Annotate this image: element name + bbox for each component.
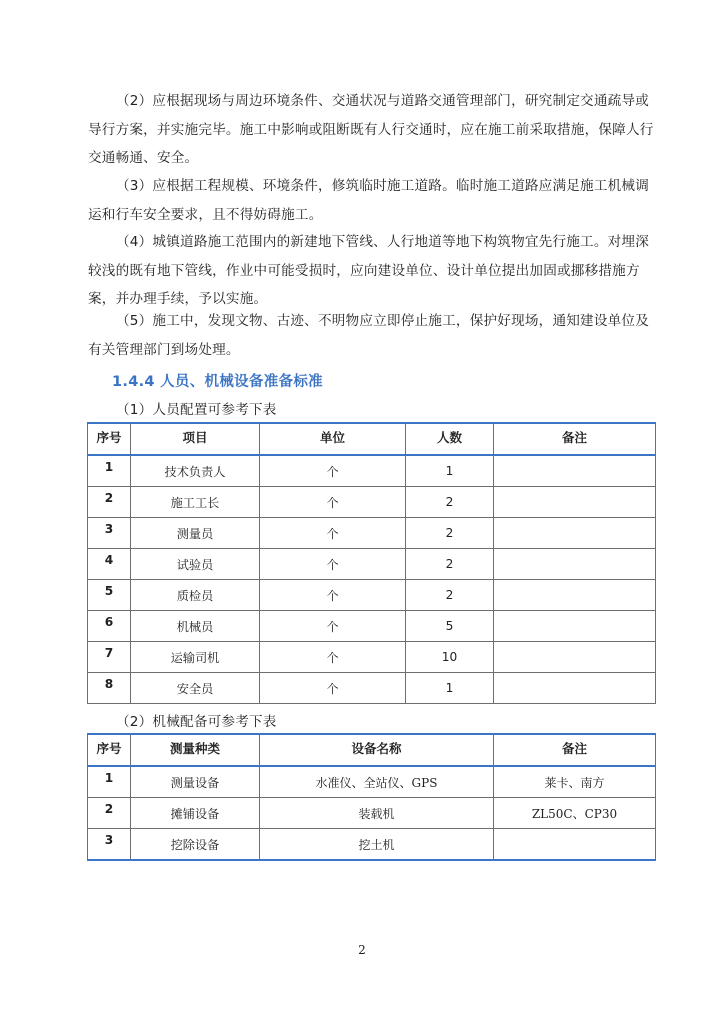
remark-cell [494,518,656,549]
count-cell: 10 [406,642,494,673]
row-number: 6 [88,611,131,642]
paragraph-underground-pipelines: （4）城镇道路施工范围内的新建地下管线、人行地道等地下构筑物宜先行施工。对埋深较浅的既有地下管线，作业中可能受损时，应向建设单位、设计单位提出加固或挪移措施方案，并办理手续，予以实施。 [88,234,650,307]
machinery-table-caption: （2）机械配备可参考下表 [116,714,277,730]
remark-cell [494,549,656,580]
paragraph-temporary-road: （3）应根据工程规模、环境条件，修筑临时施工道路。临时施工道路应满足施工机械调运和行车安全要求，且不得妨碍施工。 [88,178,650,223]
row-number: 5 [88,580,131,611]
equipment-cell: 装载机 [260,798,494,829]
count-cell: 2 [406,518,494,549]
table-row [88,766,656,798]
role-cell: 质检员 [131,580,260,611]
equipment-cell: 挖土机 [260,829,494,861]
count-cell: 2 [406,549,494,580]
role-cell: 安全员 [131,673,260,704]
remark-cell [494,611,656,642]
unit-cell: 个 [260,487,406,518]
unit-cell: 个 [260,518,406,549]
remark-cell [494,673,656,704]
column-header: 人数 [406,423,494,455]
count-cell: 2 [406,580,494,611]
column-header: 序号 [88,734,131,766]
category-cell: 摊铺设备 [131,798,260,829]
machinery-table [87,733,656,861]
row-number: 2 [88,487,131,518]
column-header: 测量种类 [131,734,260,766]
unit-cell: 个 [260,611,406,642]
row-number: 4 [88,549,131,580]
unit-cell: 个 [260,549,406,580]
column-header: 序号 [88,423,131,455]
role-cell: 技术负责人 [131,455,260,487]
table-row [88,642,656,673]
remark-cell: ZL50C、CP30 [494,798,656,829]
role-cell: 机械员 [131,611,260,642]
column-header: 设备名称 [260,734,494,766]
row-number: 3 [88,518,131,549]
count-cell: 1 [406,673,494,704]
table-row [88,487,656,518]
page-number: 2 [358,943,366,957]
column-header: 备注 [494,734,656,766]
remark-cell [494,580,656,611]
paragraph-cultural-relics: （5）施工中，发现文物、古迹、不明物应立即停止施工，保护好现场，通知建设单位及有关管理部门到场处理。 [88,313,650,358]
table-row [88,611,656,642]
remark-cell [494,829,656,861]
column-header: 项目 [131,423,260,455]
unit-cell: 个 [260,580,406,611]
equipment-cell: 水准仪、全站仪、GPS [260,766,494,798]
unit-cell: 个 [260,673,406,704]
count-cell: 1 [406,455,494,487]
row-number: 1 [88,455,131,487]
category-cell: 测量设备 [131,766,260,798]
table-row [88,798,656,829]
row-number: 8 [88,673,131,704]
table-header-row [88,734,656,766]
personnel-table-caption: （1）人员配置可参考下表 [116,402,277,418]
table-row [88,580,656,611]
row-number: 7 [88,642,131,673]
column-header: 单位 [260,423,406,455]
role-cell: 施工工长 [131,487,260,518]
category-cell: 挖除设备 [131,829,260,861]
table-row [88,673,656,704]
count-cell: 2 [406,487,494,518]
remark-cell: 莱卡、南方 [494,766,656,798]
count-cell: 5 [406,611,494,642]
row-number: 2 [88,798,131,829]
unit-cell: 个 [260,642,406,673]
paragraph-traffic-plan: （2）应根据现场与周边环境条件、交通状况与道路交通管理部门，研究制定交通疏导或导行方案，并实施完毕。施工中影响或阻断既有人行交通时，应在施工前采取措施，保障人行交通畅通、安全。 [88,93,654,166]
role-cell: 试验员 [131,549,260,580]
table-row [88,829,656,861]
table-row [88,455,656,487]
remark-cell [494,455,656,487]
remark-cell [494,487,656,518]
column-header: 备注 [494,423,656,455]
table-row [88,549,656,580]
row-number: 3 [88,829,131,861]
role-cell: 测量员 [131,518,260,549]
personnel-table [87,422,656,704]
table-row [88,518,656,549]
unit-cell: 个 [260,455,406,487]
table-header-row [88,423,656,455]
role-cell: 运输司机 [131,642,260,673]
section-heading: 1.4.4 人员、机械设备准备标准 [112,374,323,390]
remark-cell [494,642,656,673]
row-number: 1 [88,766,131,798]
